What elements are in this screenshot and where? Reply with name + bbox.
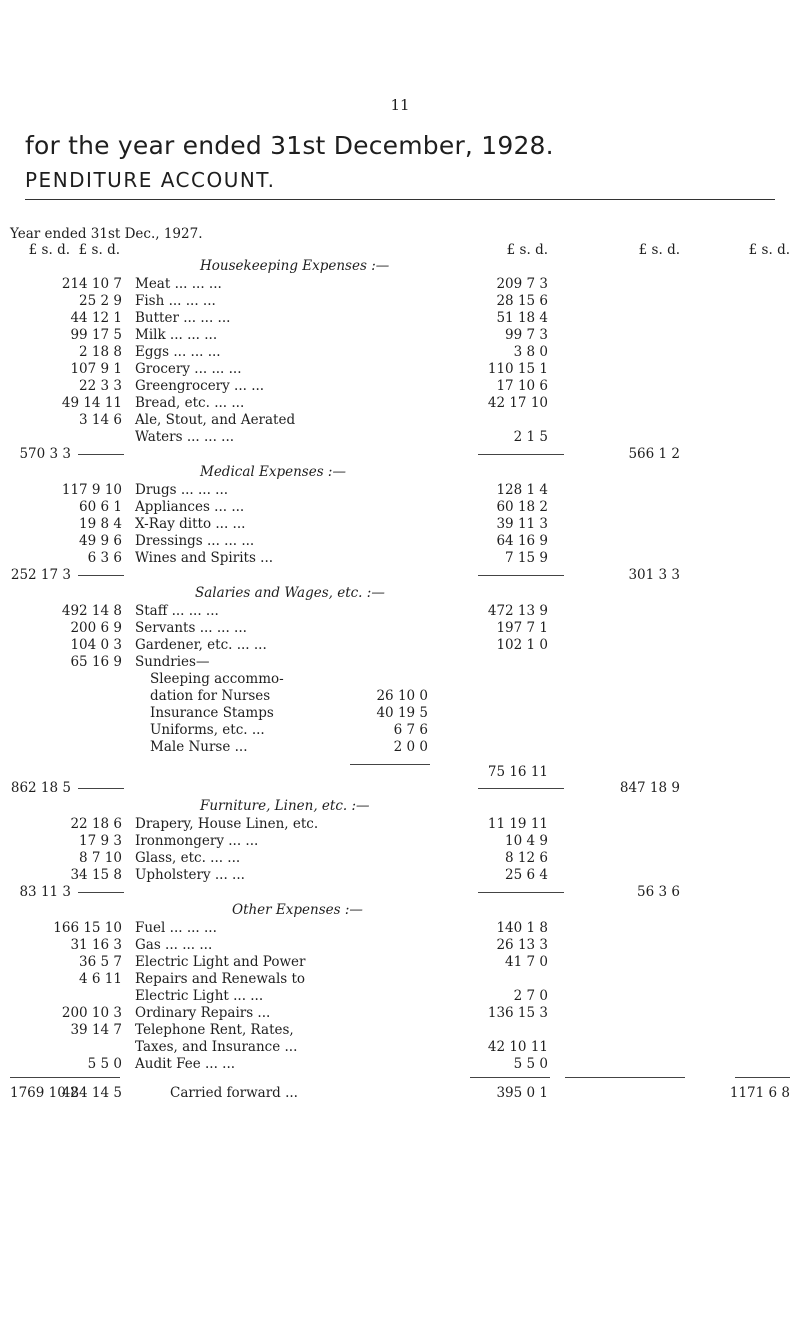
ledger-item-label: Staff ... ... ... — [135, 603, 219, 619]
prior-year-amount: 44 12 1 — [70, 310, 122, 326]
prior-subtotal-rule — [78, 788, 124, 789]
item-amount: 128 1 4 — [496, 482, 548, 498]
prior-year-amount: 49 9 6 — [79, 533, 122, 549]
item-amount: 99 7 3 — [505, 327, 548, 343]
prior-year-amount: 99 17 5 — [70, 327, 122, 343]
section-total: 847 18 9 — [619, 780, 680, 796]
prior-year-amount: 4 6 11 — [79, 971, 122, 987]
section-title: Other Expenses :— — [232, 902, 363, 918]
prior-subtotal-rule — [78, 454, 124, 455]
item-amount: 140 1 8 — [496, 920, 548, 936]
page-heading: for the year ended 31st December, 1928. — [25, 131, 554, 160]
item-amount: 2 7 0 — [513, 988, 548, 1004]
prior-year-amount: 104 0 3 — [70, 637, 122, 653]
carried-forward-label: Carried forward ... — [170, 1085, 298, 1101]
prior-year-amount: 200 6 9 — [70, 620, 122, 636]
ledger-item-label: Ale, Stout, and Aerated — [135, 412, 296, 428]
prior-year-amount: 36 5 7 — [79, 954, 122, 970]
item-amount: 110 15 1 — [487, 361, 548, 377]
item-amount: 64 16 9 — [496, 533, 548, 549]
section-title: Housekeeping Expenses :— — [200, 258, 390, 274]
column-header: £ s. d. — [506, 242, 548, 258]
sundries-amount: 40 19 5 — [376, 705, 428, 721]
page-number: 11 — [390, 96, 410, 114]
sundries-amount: 2 0 0 — [393, 739, 428, 755]
prior-subtotal-rule — [78, 575, 124, 576]
ledger-item-label: Bread, etc. ... ... — [135, 395, 245, 411]
column-header: £ s. d. — [28, 242, 70, 258]
ledger-item-label: Telephone Rent, Rates, — [135, 1022, 294, 1038]
prior-year-amount: 19 8 4 — [79, 516, 122, 532]
ledger-item-label: Eggs ... ... ... — [135, 344, 221, 360]
item-amount: 17 10 6 — [496, 378, 548, 394]
sundries-total: 75 16 11 — [487, 764, 548, 780]
ledger-item-label: Audit Fee ... ... — [135, 1056, 236, 1072]
prior-year-amount: 492 14 8 — [61, 603, 122, 619]
ledger-item-label: Drugs ... ... ... — [135, 482, 229, 498]
ledger-item-label: Greengrocery ... ... — [135, 378, 265, 394]
ledger-item-label: Ironmongery ... ... — [135, 833, 259, 849]
section-total: 566 1 2 — [628, 446, 680, 462]
footer-rule-amt — [470, 1077, 550, 1078]
item-amount: 42 17 10 — [487, 395, 548, 411]
item-amount: 41 7 0 — [505, 954, 548, 970]
ledger-item-label: Taxes, and Insurance ... — [135, 1039, 298, 1055]
sundries-amount: 6 7 6 — [393, 722, 428, 738]
prior-year-amount: 8 7 10 — [79, 850, 122, 866]
footer-rule-total — [565, 1077, 685, 1078]
prior-year-amount: 117 9 10 — [61, 482, 122, 498]
item-amount: 7 15 9 — [505, 550, 548, 566]
prior-year-amount: 5 5 0 — [87, 1056, 122, 1072]
item-amount: 11 19 11 — [487, 816, 548, 832]
section-title: Salaries and Wages, etc. :— — [195, 585, 385, 601]
item-amount: 2 1 5 — [513, 429, 548, 445]
sundries-item-label: dation for Nurses — [150, 688, 271, 704]
prior-year-amount: 200 10 3 — [61, 1005, 122, 1021]
column-header: £ s. d. — [638, 242, 680, 258]
ledger-item-label: Meat ... ... ... — [135, 276, 222, 292]
item-amount: 472 13 9 — [487, 603, 548, 619]
ledger-item-label: X-Ray ditto ... ... — [135, 516, 246, 532]
item-amount: 3 8 0 — [513, 344, 548, 360]
ledger-item-label: Repairs and Renewals to — [135, 971, 306, 987]
ledger-item-label: Grocery ... ... ... — [135, 361, 242, 377]
ledger-item-label: Butter ... ... ... — [135, 310, 231, 326]
sundries-item-label: Insurance Stamps — [150, 705, 274, 721]
ledger-item-label: Servants ... ... ... — [135, 620, 247, 636]
sundries-item-label: Uniforms, etc. ... — [150, 722, 265, 738]
prior-year-amount: 2 18 8 — [79, 344, 122, 360]
item-amount: 39 11 3 — [496, 516, 548, 532]
prior-year-amount: 22 3 3 — [79, 378, 122, 394]
prior-year-amount: 107 9 1 — [70, 361, 122, 377]
prior-year-amount: 17 9 3 — [79, 833, 122, 849]
ledger-item-label: Wines and Spirits ... — [135, 550, 274, 566]
ledger-item-label: Milk ... ... ... — [135, 327, 218, 343]
account-subheading: PENDITURE ACCOUNT. — [25, 168, 276, 192]
item-amount: 197 7 1 — [496, 620, 548, 636]
ledger-item-label: Appliances ... ... — [135, 499, 245, 515]
section-title: Furniture, Linen, etc. :— — [200, 798, 370, 814]
sundries-item-label: Sleeping accommo- — [150, 671, 284, 687]
prior-year-amount: 31 16 3 — [70, 937, 122, 953]
grand-total: 1171 6 8 — [729, 1085, 790, 1101]
column-header: £ s. d. — [78, 242, 120, 258]
prior-year-section-total: 570 3 3 — [19, 446, 71, 462]
item-amount: 28 15 6 — [496, 293, 548, 309]
item-amount: 5 5 0 — [513, 1056, 548, 1072]
sundries-amount: 26 10 0 — [376, 688, 428, 704]
item-amount: 10 4 9 — [505, 833, 548, 849]
prior-year-amount: 6 3 6 — [87, 550, 122, 566]
heading-rule — [25, 199, 775, 200]
carried-forward-amount: 395 0 1 — [496, 1085, 548, 1101]
ledger-item-label: Upholstery ... ... — [135, 867, 245, 883]
prior-year-carried-forward-sub: 484 14 5 — [61, 1085, 122, 1101]
item-amount: 102 1 0 — [496, 637, 548, 653]
item-amount: 136 15 3 — [487, 1005, 548, 1021]
item-amount: 42 10 11 — [487, 1039, 548, 1055]
item-amount: 25 6 4 — [505, 867, 548, 883]
footer-rule-prev — [10, 1077, 120, 1078]
ledger-item-label: Electric Light and Power — [135, 954, 306, 970]
prior-subtotal-rule — [78, 892, 124, 893]
ledger-item-label: Electric Light ... ... — [135, 988, 264, 1004]
ledger-item-label: Dressings ... ... ... — [135, 533, 255, 549]
section-total: 56 3 6 — [637, 884, 680, 900]
prior-year-amount: 166 15 10 — [53, 920, 122, 936]
prior-year-section-total: 83 11 3 — [19, 884, 71, 900]
prior-year-amount: 65 16 9 — [70, 654, 122, 670]
prior-year-amount: 3 14 6 — [79, 412, 122, 428]
ledger-item-label: Fuel ... ... ... — [135, 920, 217, 936]
sundries-item-label: Male Nurse ... — [150, 739, 248, 755]
prior-year-amount: 214 10 7 — [61, 276, 122, 292]
ledger-item-label: Ordinary Repairs ... — [135, 1005, 271, 1021]
item-amount: 26 13 3 — [496, 937, 548, 953]
ledger-item-label: Waters ... ... ... — [135, 429, 235, 445]
prior-year-amount: 49 14 11 — [61, 395, 122, 411]
ledger-item-label: Gas ... ... ... — [135, 937, 213, 953]
footer-rule-grand — [735, 1077, 790, 1078]
item-amount: 209 7 3 — [496, 276, 548, 292]
ledger-item-label: Gardener, etc. ... ... — [135, 637, 267, 653]
section-title: Medical Expenses :— — [200, 464, 346, 480]
item-amount: 51 18 4 — [496, 310, 548, 326]
item-amount: 8 12 6 — [505, 850, 548, 866]
column-header: £ s. d. — [748, 242, 790, 258]
prior-year-amount: 39 14 7 — [70, 1022, 122, 1038]
item-amount: 60 18 2 — [496, 499, 548, 515]
prior-year-amount: 22 18 6 — [70, 816, 122, 832]
ledger-item-label: Glass, etc. ... ... — [135, 850, 241, 866]
prior-year-label: Year ended 31st Dec., 1927. — [10, 226, 203, 242]
section-total: 301 3 3 — [628, 567, 680, 583]
prior-year-amount: 60 6 1 — [79, 499, 122, 515]
prior-year-amount: 25 2 9 — [79, 293, 122, 309]
prior-year-amount: 34 15 8 — [70, 867, 122, 883]
ledger-item-label: Fish ... ... ... — [135, 293, 216, 309]
prior-year-section-total: 862 18 5 — [10, 780, 71, 796]
prior-year-section-total: 252 17 3 — [10, 567, 71, 583]
prior-year-carried-forward: 1769 10 2 — [10, 1085, 79, 1101]
ledger-item-label: Drapery, House Linen, etc. — [135, 816, 319, 832]
ledger-item-label: Sundries— — [135, 654, 210, 670]
